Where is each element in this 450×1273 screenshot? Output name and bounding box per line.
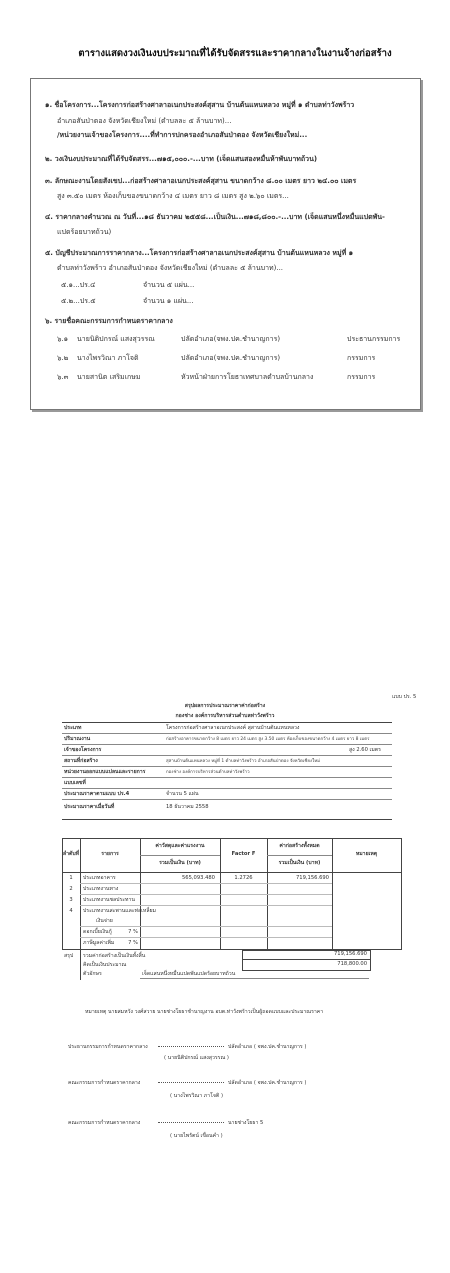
row-no: 1 (69, 875, 73, 881)
item3-line2: สูง ๓.๕๐ เมตร ห้องเก็บของขนาดกว้าง ๔ เมตร ยาว ๘ เมตร สูง ๒.๖๐ เมตร... (57, 192, 289, 200)
signature-position: ปลัดอำเภอ ( จพง.ปค.ชำนาญการ ) (228, 1080, 307, 1086)
row-item: ประเภทงานสะพานและท่อเหลี่ยม (83, 908, 156, 914)
item5-line1: ๕. บัญชีประมาณการราคากลาง...โครงการก่อสร้างศาลาอเนกประสงค์สุสาน บ้านต้นแหนหลวง หมู่ที่ ๑ (45, 249, 354, 257)
summary-label: สรุป (64, 953, 74, 959)
item5-1: ๕.๑...ปร.๔ (61, 281, 96, 289)
item2: ๒. วงเงินงบประมาณที่ได้รับจัดสรร...๗๑๕,๐๐๐.-...บาท (เจ็ดแสนสองหมื่นห้าพันบาทถ้วน) (45, 155, 318, 163)
info-label: สถานที่ก่อสร้าง (64, 758, 98, 764)
row-no: 4 (69, 908, 73, 914)
signature-name: ( นายนิติปกรณ์ แสงสุวรรณ ) (164, 1055, 229, 1061)
committee-position: ปลัดอำเภอ(จพง.ปค.ชำนาญการ) (181, 354, 281, 362)
signature-line (158, 1082, 224, 1083)
header-cost: ค่าวัสดุและค่าแรงงาน (155, 843, 205, 849)
signature-name: ( นายไพรัตน์ เขื่อนคำ ) (170, 1133, 223, 1139)
interest-label: ดอกเบี้ยเงินกู้ (83, 929, 112, 935)
committee-position: ปลัดอำเภอ(จพง.ปค.ชำนาญการ) (181, 335, 281, 343)
item1-line1: ๑. ชื่อโครงการ...โครงการก่อสร้างศาลาอเนกประสงค์สุสาน บ้านต้นแหนหลวง หมู่ที่ ๑ ตำบลท่าวังพร้าว (45, 101, 355, 109)
info-label: ประเภท (64, 725, 82, 731)
interest-rate: 7 % (128, 929, 138, 935)
item5-2-count: จำนวน ๑ แผ่น... (143, 297, 194, 305)
signature-role: ประธานกรรมการกำหนดราคากลาง (68, 1044, 148, 1050)
info-value: สูง 2.60 เมตร (349, 747, 381, 753)
signature-role: คณะกรรมการกำหนดราคากลาง (68, 1080, 141, 1086)
header-no: ลำดับที่ (62, 851, 80, 857)
info-value: กองช่าง องค์การบริหารส่วนตำบลท่าวังพร้าว (166, 770, 250, 775)
summary-section (62, 950, 402, 986)
summary-line: รวมค่าก่อสร้างเป็นเงินทั้งสิ้น (83, 953, 146, 959)
summary-rounded: 718,800.00 (337, 961, 367, 967)
item1-line3: /หน่วยงานเจ้าของโครงการ....ที่ทำการปกครองอำเภอสันป่าตอง จังหวัดเชียงใหม่... (57, 131, 308, 139)
signature-role: คณะกรรมการกำหนดราคากลาง (68, 1120, 141, 1126)
row-item: ประเภทงานทาง (83, 886, 119, 892)
committee-role: กรรมการ (347, 373, 376, 381)
summary-total: 719,156.690 (333, 951, 367, 957)
committee-name: นายนิติปกรณ์ แสงสุวรรณ (77, 335, 155, 343)
committee-role: กรรมการ (347, 354, 376, 362)
page-title: ตารางแสดงวงเงินงบประมาณที่ได้รับจัดสรรและราคากลางในงานจ้างก่อสร้าง (78, 48, 392, 59)
header-total-sum: รวมเป็นเงิน (บาท) (278, 860, 321, 866)
vat-label: ภาษีมูลค่าเพิ่ม (83, 940, 115, 946)
row-item-sub: เงินจ่าย (96, 918, 113, 924)
info-label: ประมาณราคาเมื่อวันที่ (64, 804, 115, 810)
info-value: ก่อสร้างอาคารขนาดกว้าง 8 เมตร ยาว 24 เมตร สูง 3.50 เมตร ห้องเก็บของขนาดกว้าง 4 เมตร ยาว 8 เมตร (166, 737, 370, 742)
signature-position: นายช่างโยธา 5 (228, 1120, 264, 1126)
committee-name: นายสานิต เสริมเกษม (77, 373, 141, 381)
signature-line (158, 1122, 224, 1123)
info-label: แบบเลขที่ (64, 780, 86, 786)
info-value: โครงการก่อสร้างศาลาอเนกประสงค์ สุสานบ้านต้นแหนหลวง (166, 725, 300, 731)
summary-line: ตัวอักษร (83, 971, 102, 977)
summary-line: คิดเป็นเงินประมาณ (83, 962, 127, 968)
row-cost: 565,093.480 (181, 875, 215, 881)
item4-line2: แปดร้อยบาทถ้วน) (57, 228, 112, 236)
cost-table (62, 838, 402, 950)
info-value: สุสานบ้านต้นแหนหลวง หมู่ที่ 1 ตำบลท่าวังพร้าว อำเภอสันป่าตอง จังหวัดเชียงใหม่ (166, 759, 321, 764)
item5-line2: ตำบลท่าวังพร้าว อำเภอสันป่าตอง จังหวัดเชียงใหม่ (ตำบลละ ๕ ล้านบาท)... (57, 264, 284, 272)
signature-name: ( นางไพรวิณา ภาโจติ ) (170, 1093, 223, 1099)
note: หมายเหตุ นายสมหวัง วงศ์สวาย นายช่างโยธาชำนาญงาน อบต.ท่าวังพร้าวเป็นผู้ถอดแบบและประมาณราคา (85, 1009, 324, 1015)
signature-line (158, 1046, 224, 1047)
info-label: หน่วยงานออกแบบแปลนและรายการ (64, 769, 146, 775)
committee-position: หัวหน้าฝ่ายการโยธาเทศบาลตำบลบ้านกลาง (181, 373, 314, 381)
header-factor: Factor F (231, 851, 256, 857)
item6: ๖. รายชื่อคณะกรรมการกำหนดราคากลาง (45, 317, 173, 325)
info-value: จำนวน 5 แผ่น (166, 791, 199, 797)
form-subtitle: กองช่าง องค์การบริหารส่วนตำบลท่าวังพร้าว (175, 713, 275, 719)
item1-line2: อำเภอสันป่าตอง จังหวัดเชียงใหม่ (ตำบลละ ๕ ล้านบาท)... (57, 117, 232, 125)
committee-no: ๖.๓ (57, 373, 69, 381)
info-label: ปริมาณงาน (64, 736, 91, 742)
header-item: รายการ (101, 851, 119, 857)
committee-no: ๖.๑ (57, 335, 69, 343)
header-cost-sum: รวมเป็นเงิน (บาท) (159, 860, 201, 866)
item5-1-count: จำนวน ๕ แผ่น... (143, 281, 195, 289)
row-factor: 1.2726 (234, 875, 253, 881)
committee-name: นางไพรวิณา ภาโจติ (77, 354, 139, 362)
form-title: สรุปผลการประมาณราคาค่าก่อสร้าง (184, 703, 266, 709)
committee-role: ประธานกรรมการ (347, 335, 401, 343)
project-info (62, 722, 392, 820)
item4-line1: ๔. ราคากลางคำนวณ ณ วันที่...๑๘ ธันวาคม ๒๕๕๘...เป็นเงิน...๗๑๘,๘๐๐.-...บาท (เจ็ดแสนหนึ่งหมื่นแปดพัน- (45, 213, 385, 221)
header-total: ค่าก่อสร้างทั้งหมด (279, 843, 320, 849)
row-no: 3 (69, 897, 73, 903)
summary-box (30, 78, 421, 410)
row-item: ประเภทงานชลประทาน (83, 897, 135, 903)
header-remark: หมายเหตุ (355, 851, 378, 857)
info-label: เจ้าของโครงการ (64, 747, 102, 753)
row-no: 2 (69, 886, 73, 892)
vat-rate: 7 % (128, 940, 138, 946)
item5-2: ๕.๒...ปร.๕ (61, 297, 96, 305)
form-number: แบบ ปร. 5 (392, 694, 417, 700)
committee-no: ๖.๒ (57, 354, 69, 362)
row-item: ประเภทอาคาร (83, 875, 116, 881)
info-value: 18 ธันวาคม 2558 (166, 804, 209, 810)
summary-text: เจ็ดแสนหนึ่งหมื่นแปดพันแปดร้อยบาทถ้วน (142, 971, 236, 977)
info-label: ประมาณราคาตามแบบ ปร.4 (64, 791, 130, 797)
row-total: 719,156.690 (295, 875, 329, 881)
item3-line1: ๓. ลักษณะงานโดยสังเขป...ก่อสร้างศาลาอเนกประสงค์สุสาน ขนาดกว้าง ๘.๐๐ เมตร ยาว ๒๔.๐๐ เมตร (45, 177, 357, 185)
signature-position: ปลัดอำเภอ ( จพง.ปค.ชำนาญการ ) (228, 1044, 307, 1050)
